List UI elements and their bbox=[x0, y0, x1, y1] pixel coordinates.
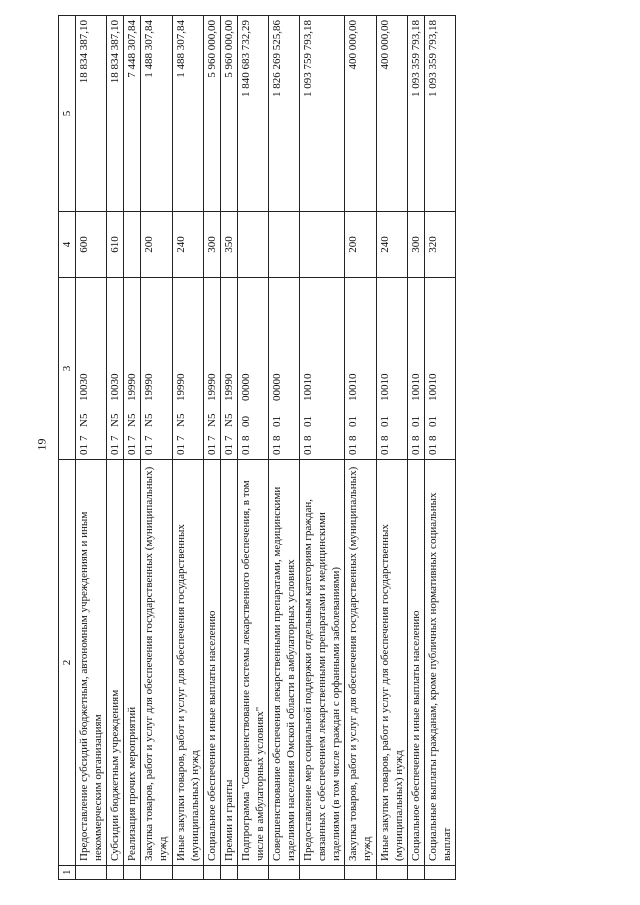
code-part: 01 bbox=[302, 444, 315, 455]
code-part: 10030 bbox=[109, 373, 122, 401]
row-name-cell: Премии и гранты bbox=[220, 460, 237, 866]
row-index-cell bbox=[124, 866, 141, 880]
code-part: N5 bbox=[78, 413, 91, 427]
row-amount-cell: 400 000,00 bbox=[376, 16, 407, 212]
code-part: 10010 bbox=[426, 373, 439, 401]
row-amount-cell: 5 960 000,00 bbox=[220, 16, 237, 212]
row-amount-cell: 1 826 269 525,86 bbox=[269, 16, 300, 212]
code-part: 01 bbox=[347, 416, 360, 427]
row-name-cell: Предоставление мер социальной поддержки отдельным категориям граждан, связанных с обеспечением лекарственными препаратами и медицинскими изделиями (в том числе граждан с орфанными заболеваниями) bbox=[300, 460, 345, 866]
row-expense-type-cell: 240 bbox=[376, 212, 407, 278]
row-amount-cell: 400 000,00 bbox=[345, 16, 376, 212]
table-row bbox=[220, 16, 237, 880]
row-index-cell bbox=[300, 866, 345, 880]
code-part: 8 bbox=[409, 435, 422, 441]
code-part: 01 bbox=[409, 416, 422, 427]
row-code-cell bbox=[269, 278, 300, 460]
code-part: N5 bbox=[109, 413, 122, 427]
code-part: 8 bbox=[302, 435, 315, 441]
page-number: 19 bbox=[34, 438, 49, 451]
code-part: 01 bbox=[347, 444, 360, 455]
table-row bbox=[237, 16, 268, 880]
code-part: 10010 bbox=[347, 373, 360, 401]
row-name-cell: Реализация прочих мероприятий bbox=[124, 460, 141, 866]
row-name-cell: Предоставление субсидий бюджетным, автономным учреждениям и иным некоммерческим организациям bbox=[76, 460, 107, 866]
code-part: 7 bbox=[78, 435, 91, 441]
table-row bbox=[300, 16, 345, 880]
code-part: 01 bbox=[222, 444, 235, 455]
row-amount-cell: 5 960 000,00 bbox=[203, 16, 220, 212]
row-amount-cell: 1 840 683 732,29 bbox=[237, 16, 268, 212]
code-part: 01 bbox=[271, 444, 284, 455]
row-code-cell bbox=[107, 278, 124, 460]
code-part: 7 bbox=[222, 435, 235, 441]
row-expense-type-cell: 610 bbox=[107, 212, 124, 278]
row-code-cell bbox=[376, 278, 407, 460]
code-part: N5 bbox=[205, 413, 218, 427]
code-part: 01 bbox=[109, 444, 122, 455]
row-amount-cell: 1 093 359 793,18 bbox=[407, 16, 424, 212]
row-name-cell: Закупка товаров, работ и услуг для обеспечения государственных (муниципальных) нужд bbox=[345, 460, 376, 866]
code-part: 19990 bbox=[143, 373, 156, 401]
code-part: 01 bbox=[239, 444, 252, 455]
row-expense-type-cell: 300 bbox=[407, 212, 424, 278]
table-row bbox=[141, 16, 172, 880]
header-col-4: 4 bbox=[59, 212, 76, 278]
row-code-cell bbox=[424, 278, 455, 460]
table-header-row bbox=[59, 16, 76, 880]
row-code-cell bbox=[76, 278, 107, 460]
code-part: 00000 bbox=[271, 373, 284, 401]
code-part: 01 bbox=[205, 444, 218, 455]
code-part: 10030 bbox=[78, 373, 91, 401]
row-expense-type-cell: 350 bbox=[220, 212, 237, 278]
header-col-5: 5 bbox=[59, 16, 76, 212]
code-part: 7 bbox=[109, 435, 122, 441]
code-part: 8 bbox=[426, 435, 439, 441]
row-code-cell bbox=[345, 278, 376, 460]
code-part: N5 bbox=[126, 413, 139, 427]
row-expense-type-cell: 200 bbox=[345, 212, 376, 278]
code-part: 01 bbox=[174, 444, 187, 455]
row-expense-type-cell: 600 bbox=[76, 212, 107, 278]
row-code-cell bbox=[203, 278, 220, 460]
code-part: 8 bbox=[347, 435, 360, 441]
table-row bbox=[76, 16, 107, 880]
table-row bbox=[203, 16, 220, 880]
row-index-cell bbox=[424, 866, 455, 880]
row-index-cell bbox=[107, 866, 124, 880]
code-part: 7 bbox=[205, 435, 218, 441]
row-index-cell bbox=[269, 866, 300, 880]
row-name-cell: Субсидии бюджетным учреждениям bbox=[107, 460, 124, 866]
row-name-cell: Иные закупки товаров, работ и услуг для обеспечения государственных (муниципальных) нужд bbox=[172, 460, 203, 866]
code-part: 01 bbox=[302, 416, 315, 427]
row-expense-type-cell: 240 bbox=[172, 212, 203, 278]
code-part: 10010 bbox=[409, 373, 422, 401]
code-part: 8 bbox=[271, 435, 284, 441]
code-part: 00000 bbox=[239, 373, 252, 401]
code-part: 19990 bbox=[222, 373, 235, 401]
code-part: 8 bbox=[239, 435, 252, 441]
row-index-cell bbox=[76, 866, 107, 880]
code-part: 01 bbox=[378, 416, 391, 427]
table-row bbox=[376, 16, 407, 880]
row-index-cell bbox=[203, 866, 220, 880]
row-expense-type-cell: 300 bbox=[203, 212, 220, 278]
row-expense-type-cell: 200 bbox=[141, 212, 172, 278]
row-index-cell bbox=[172, 866, 203, 880]
row-index-cell bbox=[407, 866, 424, 880]
budget-table bbox=[58, 15, 456, 880]
table-row bbox=[424, 16, 455, 880]
code-part: 00 bbox=[239, 416, 252, 427]
row-expense-type-cell bbox=[300, 212, 345, 278]
code-part: 19990 bbox=[174, 373, 187, 401]
row-amount-cell: 1 488 307,84 bbox=[141, 16, 172, 212]
row-expense-type-cell bbox=[269, 212, 300, 278]
code-part: 01 bbox=[143, 444, 156, 455]
code-part: N5 bbox=[222, 413, 235, 427]
code-part: 01 bbox=[426, 444, 439, 455]
row-code-cell bbox=[237, 278, 268, 460]
row-code-cell bbox=[124, 278, 141, 460]
code-part: N5 bbox=[174, 413, 187, 427]
code-part: 01 bbox=[78, 444, 91, 455]
row-code-cell bbox=[172, 278, 203, 460]
row-amount-cell: 1 488 307,84 bbox=[172, 16, 203, 212]
code-part: 7 bbox=[143, 435, 156, 441]
row-name-cell: Иные закупки товаров, работ и услуг для обеспечения государственных (муниципальных) нужд bbox=[376, 460, 407, 866]
code-part: 7 bbox=[126, 435, 139, 441]
table-row bbox=[269, 16, 300, 880]
code-part: 10010 bbox=[302, 373, 315, 401]
rotated-page bbox=[58, 16, 568, 880]
row-expense-type-cell: 320 bbox=[424, 212, 455, 278]
table-row bbox=[345, 16, 376, 880]
code-part: 01 bbox=[426, 416, 439, 427]
header-col-1: 1 bbox=[59, 866, 76, 880]
code-part: 01 bbox=[409, 444, 422, 455]
table-row bbox=[407, 16, 424, 880]
code-part: 01 bbox=[378, 444, 391, 455]
row-name-cell: Подпрограмма "Совершенствование системы лекарственного обеспечения, в том числе в амбулаторных условиях" bbox=[237, 460, 268, 866]
code-part: 7 bbox=[174, 435, 187, 441]
row-code-cell bbox=[141, 278, 172, 460]
row-index-cell bbox=[220, 866, 237, 880]
code-part: 10010 bbox=[378, 373, 391, 401]
row-name-cell: Закупка товаров, работ и услуг для обеспечения государственных (муниципальных) нужд bbox=[141, 460, 172, 866]
header-col-3: 3 bbox=[59, 278, 76, 460]
code-part: 19990 bbox=[126, 373, 139, 401]
row-index-cell bbox=[237, 866, 268, 880]
row-name-cell: Совершенствование обеспечения лекарственными препаратами, медицинскими изделиями населения Омской области в амбулаторных условиях bbox=[269, 460, 300, 866]
row-index-cell bbox=[376, 866, 407, 880]
row-code-cell bbox=[300, 278, 345, 460]
table-row bbox=[172, 16, 203, 880]
row-index-cell bbox=[141, 866, 172, 880]
code-part: 19990 bbox=[205, 373, 218, 401]
code-part: 01 bbox=[126, 444, 139, 455]
row-expense-type-cell bbox=[124, 212, 141, 278]
row-amount-cell: 7 448 307,84 bbox=[124, 16, 141, 212]
row-amount-cell: 18 834 387,10 bbox=[107, 16, 124, 212]
row-name-cell: Социальное обеспечение и иные выплаты населению bbox=[407, 460, 424, 866]
row-name-cell: Социальное обеспечение и иные выплаты населению bbox=[203, 460, 220, 866]
row-amount-cell: 1 093 359 793,18 bbox=[424, 16, 455, 212]
row-expense-type-cell bbox=[237, 212, 268, 278]
row-code-cell bbox=[407, 278, 424, 460]
row-amount-cell: 1 093 759 793,18 bbox=[300, 16, 345, 212]
table-row bbox=[124, 16, 141, 880]
code-part: 8 bbox=[378, 435, 391, 441]
row-code-cell bbox=[220, 278, 237, 460]
row-amount-cell: 18 834 387,10 bbox=[76, 16, 107, 212]
header-col-2: 2 bbox=[59, 460, 76, 866]
code-part: 01 bbox=[271, 416, 284, 427]
code-part: N5 bbox=[143, 413, 156, 427]
table-row bbox=[107, 16, 124, 880]
row-name-cell: Социальные выплаты гражданам, кроме публичных нормативных социальных выплат bbox=[424, 460, 455, 866]
row-index-cell bbox=[345, 866, 376, 880]
